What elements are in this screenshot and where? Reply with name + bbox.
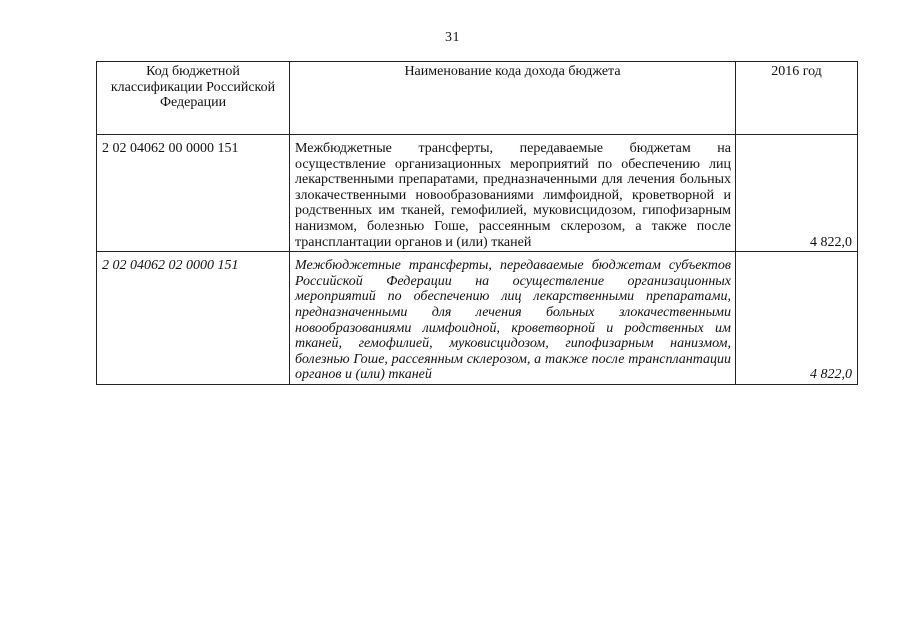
header-year: 2016 год [736, 62, 858, 135]
row-value-cell [736, 135, 858, 252]
row-name: Межбюджетные трансферты, передаваемые бюджетам субъектов Российской Федерации на осуществление организационных мероприятий по обеспечению лиц лекарственными препаратами, предназначенными для лечения больных злокачественными новообразованиями лимфоидной, кроветворной и родственных им тканей, гемофилией, муковисцидозом, гипофизарным нанизмом, болезнью Гоше, рассеянным склерозом, а также после трансплантации органов и (или) тканей [290, 252, 736, 385]
table-row [97, 252, 858, 385]
row-value: 4 822,0 [810, 367, 852, 383]
table-row [97, 135, 858, 252]
table-header-row [97, 62, 858, 135]
row-value: 4 822,0 [810, 234, 852, 250]
page-number: 31 [445, 30, 460, 45]
row-value-cell [736, 252, 858, 385]
row-name: Межбюджетные трансферты, передаваемые бюджетам на осуществление организационных мероприятий по обеспечению лиц лекарственными препаратами, предназначенными для лечения больных злокачественными новообразованиями лимфоидной, кроветворной и родственных им тканей, гемофилией, муковисцидозом, гипофизарным нанизмом, болезнью Гоше, рассеянным склерозом, а также после трансплантации органов и (или) тканей [290, 135, 736, 252]
row-code: 2 02 04062 00 0000 151 [97, 135, 290, 252]
header-name: Наименование кода дохода бюджета [290, 62, 736, 135]
header-code: Код бюджетной классификации Российской Федерации [97, 62, 290, 135]
row-code: 2 02 04062 02 0000 151 [97, 252, 290, 385]
budget-income-table [96, 61, 858, 385]
